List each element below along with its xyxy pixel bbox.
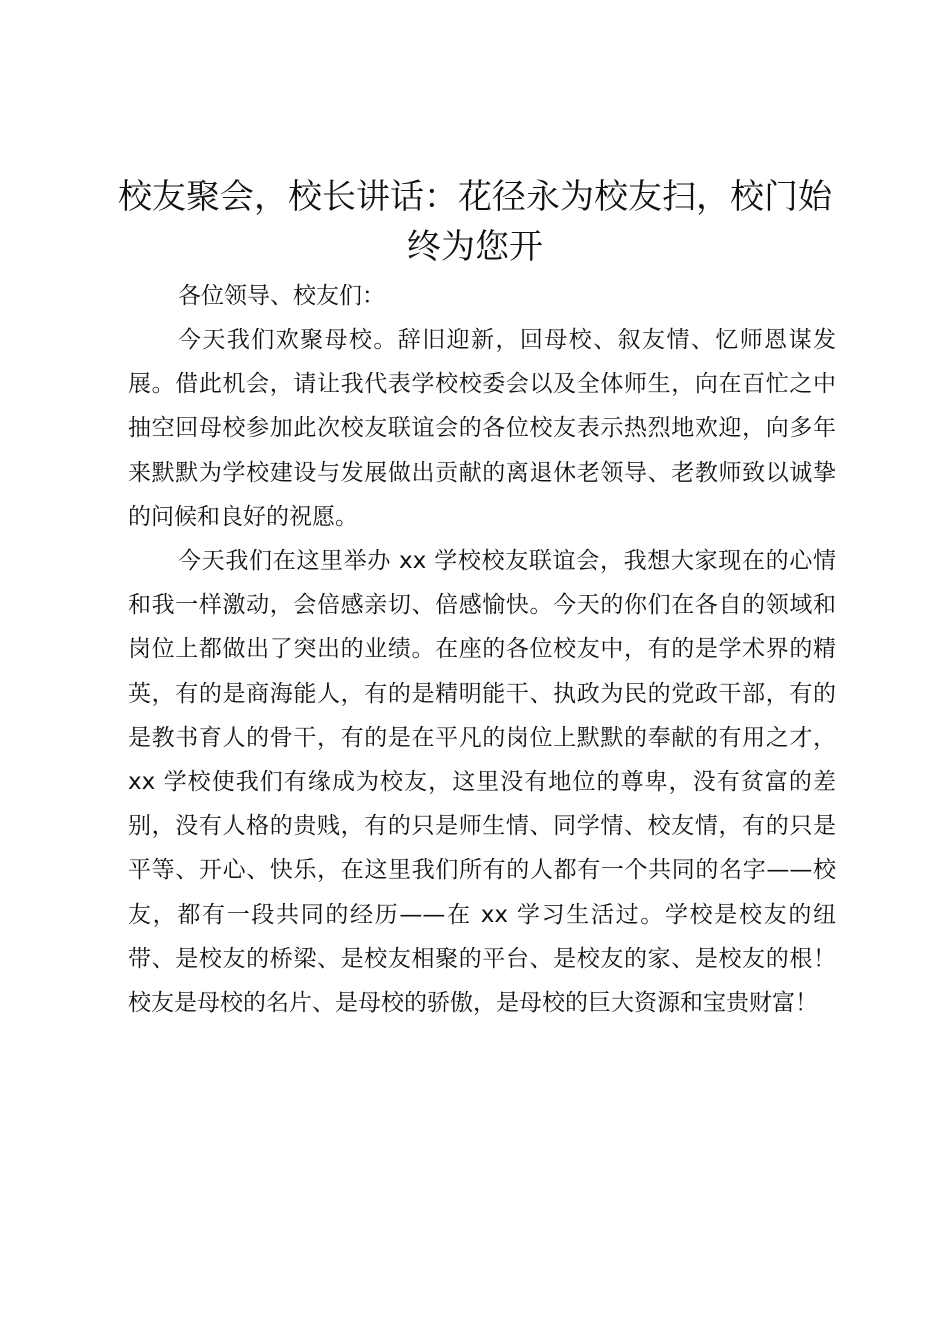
document-body: [128, 274, 836, 1025]
paragraph-1: 今天我们欢聚母校。辞旧迎新，回母校、叙友情、忆师恩谋发展。借此机会，请让我代表学校校委会以及全体师生，向在百忙之中抽空回母校参加此次校友联谊会的各位校友表示热烈地欢迎，向多年来默默为学校建设与发展做出贡献的离退休老领导、老教师致以诚挚的问候和良好的祝愿。: [128, 327, 836, 530]
document-title: 校友聚会，校长讲话：花径永为校友扫，校门始终为您开: [118, 177, 832, 267]
paragraph-2: 今天我们在这里举办 xx 学校校友联谊会，我想大家现在的心情和我一样激动，会倍感亲切、倍感愉快。今天的你们在各自的领域和岗位上都做出了突出的业绩。在座的各位校友中，有的是学术界的精英，有的是商海能人，有的是精明能干、执政为民的党政干部，有的是教书育人的骨干，有的是在平凡的岗位上默默的奉献的有用之才，xx 学校使我们有缘成为校友，这里没有地位的尊卑，没有贫富的差别，没有人格的贵贱，有的只是师生情、同学情、校友情，有的只是平等、开心、快乐，在这里我们所有的人都有一个共同的名字——校友，都有一段共同的经历——在 xx 学习生活过。学校是校友的纽带、是校友的桥梁、是校友相聚的平台、是校友的家、是校友的根！校友是母校的名片、是母校的骄傲，是母校的巨大资源和宝贵财富！: [128, 548, 836, 1017]
salutation: 各位领导、校友们：: [178, 283, 385, 309]
